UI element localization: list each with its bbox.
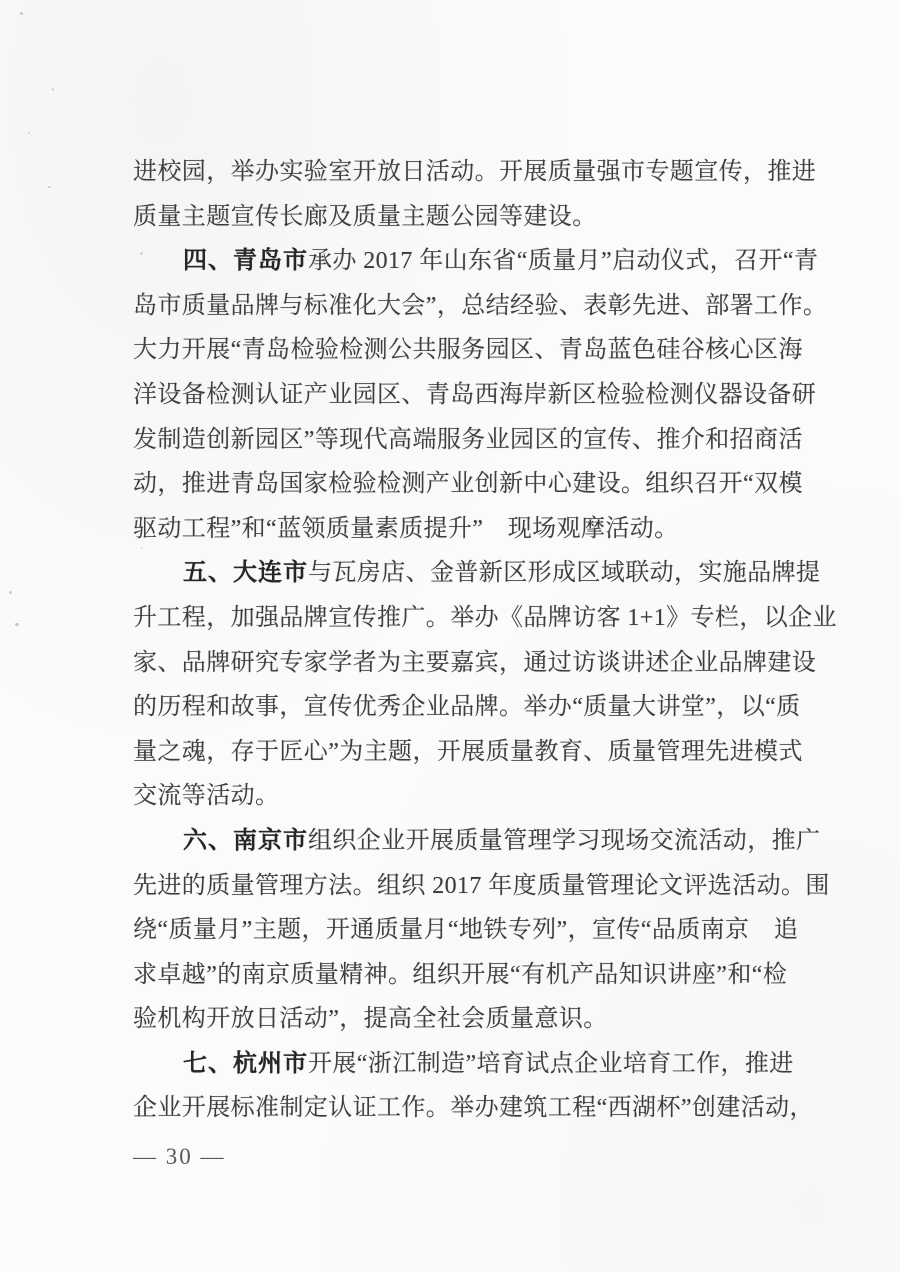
scan-speck: [48, 186, 51, 188]
document-body: [133, 150, 837, 1131]
paragraph-lead-heading: 七、杭州市: [183, 1049, 308, 1077]
text-line: [133, 551, 823, 596]
paragraph: [133, 551, 837, 819]
line-text: 验机构开放日活动”，提高全社会质量意识。: [133, 1006, 608, 1033]
line-text: 家、品牌研究专家学者为主要嘉宾，通过访谈讲述企业品牌建设: [133, 649, 817, 676]
line-text: 组织企业开展质量管理学习现场交流活动，推广: [308, 827, 821, 854]
text-line: [133, 997, 823, 1042]
text-line: [133, 239, 823, 284]
scan-speck: [20, 12, 23, 15]
line-text: 承办 2017 年山东省“质量月”启动仪式，召开“青: [308, 248, 819, 275]
line-text: 发制造创新园区”等现代高端服务业园区的宣传、推介和招商活: [133, 426, 803, 453]
paragraph: [133, 1042, 823, 1131]
text-line: [133, 774, 823, 819]
line-text: 升工程，加强品牌宣传推广。举办《品牌访客 1+1》专栏，以企业: [133, 604, 837, 631]
text-line: [133, 596, 837, 641]
text-line: [133, 953, 823, 998]
line-text: 大力开展“青岛检验检测公共服务园区、青岛蓝色硅谷核心区海: [133, 337, 803, 364]
line-text: 与瓦房店、金普新区形成区域联动，实施品牌提: [308, 560, 821, 587]
text-line: [133, 150, 823, 195]
text-line: [133, 864, 830, 909]
text-line: [133, 819, 823, 864]
paragraph-lead-heading: 五、大连市: [183, 559, 308, 587]
line-text: 驱动工程”和“蓝领质量素质提升” 现场观摩活动。: [133, 515, 679, 542]
text-line: [133, 462, 823, 507]
line-text: 量之魂，存于匠心”为主题，开展质量教育、质量管理先进模式: [133, 738, 803, 765]
text-line: [133, 418, 823, 463]
text-line: [133, 1042, 823, 1087]
paragraph-lead-heading: 四、青岛市: [183, 247, 308, 275]
paragraph-lead-heading: 六、南京市: [183, 826, 308, 854]
line-text: 交流等活动。: [133, 783, 280, 810]
paragraph: [133, 150, 823, 239]
text-line: [133, 284, 828, 329]
text-line: [133, 1086, 823, 1131]
text-line: [133, 641, 823, 686]
scan-speck: [28, 132, 30, 134]
line-text: 企业开展标准制定认证工作。举办建筑工程“西湖杯”创建活动，: [133, 1095, 814, 1122]
text-line: [133, 507, 823, 552]
line-text: 岛市质量品牌与标准化大会”，总结经验、表彰先进、部署工作。: [133, 292, 828, 319]
text-line: [133, 685, 823, 730]
paragraph: [133, 819, 830, 1042]
scan-speck: [15, 623, 19, 626]
paragraph: [133, 239, 828, 551]
text-line: [133, 908, 823, 953]
line-text: 先进的质量管理方法。组织 2017 年度质量管理论文评选活动。围: [133, 872, 830, 899]
page-number: — 30 —: [133, 1144, 226, 1169]
text-line: [133, 373, 823, 418]
scan-speck: [9, 591, 12, 594]
line-text: 绕“质量月”主题，开通质量月“地铁专列”，宣传“品质南京 追: [133, 917, 799, 944]
line-text: 洋设备检测认证产业园区、青岛西海岸新区检验检测仪器设备研: [133, 381, 817, 408]
line-text: 进校园，举办实验室开放日活动。开展质量强市专题宣传，推进: [133, 159, 817, 185]
text-line: [133, 730, 823, 775]
line-text: 求卓越”的南京质量精神。组织开展“有机产品知识讲座”和“检: [133, 961, 788, 988]
line-text: 质量主题宣传长廊及质量主题公园等建设。: [133, 203, 597, 230]
line-text: 动，推进青岛国家检验检测产业创新中心建设。组织召开“双模: [133, 471, 803, 498]
line-text: 的历程和故事，宣传优秀企业品牌。举办“质量大讲堂”，以“质: [133, 694, 801, 721]
scan-speck: [52, 88, 54, 91]
line-text: 开展“浙江制造”培育试点企业培育工作，推进: [308, 1050, 794, 1077]
text-line: [133, 195, 823, 240]
text-line: [133, 328, 823, 373]
